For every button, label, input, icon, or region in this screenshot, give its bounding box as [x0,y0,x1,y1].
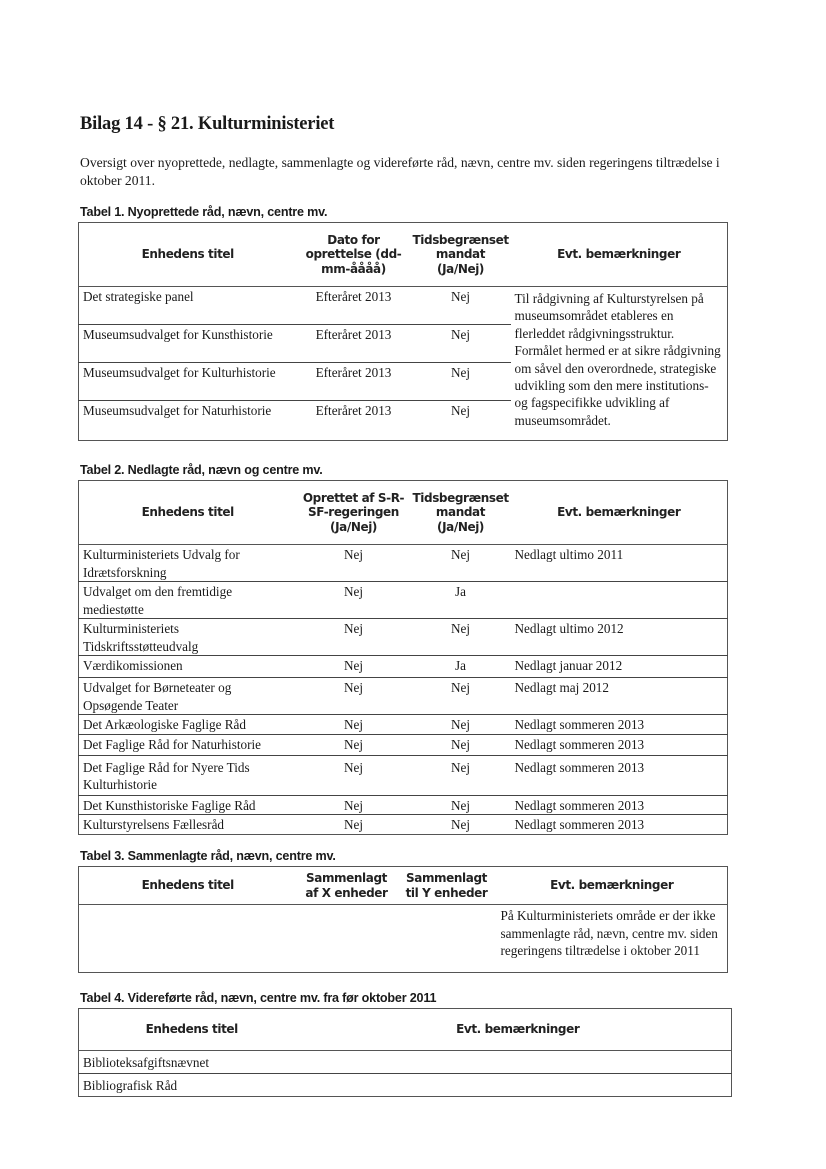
unit-title: Museumsudvalget for Kunsthistorie [79,325,297,363]
remark: Nedlagt ultimo 2011 [511,545,728,582]
column-header: Enhedens titel [79,223,297,287]
table-row [79,815,728,835]
unit-title: Kulturstyrelsens Fællesråd [83,817,225,832]
mandate-value: Nej [411,363,511,401]
table-row [79,287,728,325]
creation-date: Efteråret 2013 [297,363,411,401]
column-header: Sammenlagt til Y enheder [397,867,497,905]
intro-paragraph: Oversigt over nyoprettede, nedlagte, sammenlagte og videreførte råd, nævn, centre mv. siden regeringens tiltrædelse i oktober 2011. [80,155,720,188]
page-title: Bilag 14 - § 21. Kulturministeriet [80,114,335,134]
remark [305,1051,732,1074]
table-new-units [78,222,728,441]
shared-remark: Til rådgivning af Kulturstyrelsen på museumsområdet etableres en flerleddet rådgivningsstruktur. Formålet hermed er at sikre rådgivning om såvel den overordnede, strategiske udvikling som den mere institutions- og fagspecifikke udvikling af museumsområdet. [514,291,721,428]
table-row [79,734,728,755]
table-row [79,1051,732,1074]
table-row [79,1074,732,1097]
remark: På Kulturministeriets område er der ikke sammenlagte råd, nævn, centre mv. siden regeringens tiltrædelse i oktober 2011 [500,908,718,958]
table-row [79,656,728,678]
table-row [79,795,728,815]
mandate-value: Nej [411,795,511,815]
table-row [79,678,728,715]
column-header: Evt. bemærkninger [305,1009,732,1051]
mandate-value: Nej [411,715,511,735]
unit-title: Udvalget for Børneteater og Opsøgende Teater [79,678,297,715]
table1-caption: Tabel 1. Nyoprettede råd, nævn, centre mv. [80,205,328,219]
table-header-row [79,481,728,545]
created-by-government: Nej [297,715,411,735]
mandate-value: Nej [450,403,471,418]
column-header: Evt. bemærkninger [511,481,728,545]
unit-title: Det Faglige Råd for Naturhistorie [79,734,297,755]
unit-title: Værdikomissionen [79,656,297,678]
mandate-value: Nej [411,755,511,795]
unit-title [79,905,297,973]
table2-caption: Tabel 2. Nedlagte råd, nævn og centre mv. [80,463,323,477]
creation-date: Efteråret 2013 [315,403,392,418]
column-header: Evt. bemærkninger [511,223,728,287]
unit-title: Biblioteksafgiftsnævnet [79,1051,305,1074]
created-by-government: Nej [297,545,411,582]
table-header-row [79,1009,732,1051]
table3-caption: Tabel 3. Sammenlagte råd, nævn, centre mv. [80,849,336,863]
created-by-government: Nej [297,795,411,815]
column-header: Oprettet af S-R-SF-regeringen (Ja/Nej) [297,481,411,545]
unit-title: Bibliografisk Råd [83,1078,178,1093]
table-row [79,755,728,795]
mandate-value: Ja [411,582,511,619]
unit-title: Udvalget om den fremtidige mediestøtte [79,582,297,619]
mandate-value: Nej [450,817,471,832]
table4-caption: Tabel 4. Videreførte råd, nævn, centre mv. fra før oktober 2011 [80,991,437,1005]
column-header: Enhedens titel [79,1009,305,1051]
remark [305,1074,732,1097]
table-row [79,905,728,973]
table-continued-units [78,1008,732,1097]
remark: Nedlagt sommeren 2013 [511,755,728,795]
column-header: Evt. bemærkninger [497,867,728,905]
table-row [79,715,728,735]
mandate-value: Nej [411,287,511,325]
column-header: Tidsbegrænset mandat (Ja/Nej) [411,223,511,287]
created-by-government: Nej [297,619,411,656]
unit-title: Kulturministeriets Udvalg for Idrætsforskning [79,545,297,582]
unit-title: Museumsudvalget for Kulturhistorie [79,363,297,401]
table-row [79,545,728,582]
created-by-government: Nej [297,734,411,755]
remark: Nedlagt sommeren 2013 [511,715,728,735]
created-by-government: Nej [297,656,411,678]
remark: Nedlagt sommeren 2013 [511,795,728,815]
created-by-government: Nej [297,582,411,619]
column-header: Tidsbegrænset mandat (Ja/Nej) [411,481,511,545]
remark: Nedlagt maj 2012 [511,678,728,715]
unit-title: Det Arkæologiske Faglige Råd [79,715,297,735]
mandate-value: Nej [411,619,511,656]
mandate-value: Nej [411,325,511,363]
column-header: Enhedens titel [79,481,297,545]
column-header: Sammenlagt af X enheder [297,867,397,905]
remark: Nedlagt ultimo 2012 [511,619,728,656]
created-by-government: Nej [297,755,411,795]
creation-date: Efteråret 2013 [297,287,411,325]
mandate-value: Nej [411,734,511,755]
column-header: Enhedens titel [79,867,297,905]
table-header-row [79,223,728,287]
table-row [79,619,728,656]
unit-title: Kulturministeriets Tidskriftsstøtteudvalg [79,619,297,656]
created-by-government: Nej [343,817,364,832]
mandate-value: Ja [411,656,511,678]
unit-title: Det Faglige Råd for Nyere Tids Kulturhistorie [79,755,297,795]
remark: Nedlagt sommeren 2013 [514,817,645,832]
remark: Nedlagt sommeren 2013 [511,734,728,755]
unit-title: Det strategiske panel [79,287,297,325]
table-closed-units [78,480,728,835]
mandate-value: Nej [411,545,511,582]
remark: Nedlagt januar 2012 [511,656,728,678]
table-row [79,582,728,619]
table-merged-units [78,866,728,973]
remark [511,582,728,619]
creation-date: Efteråret 2013 [297,325,411,363]
table-header-row [79,867,728,905]
unit-title: Det Kunsthistoriske Faglige Råd [79,795,297,815]
merged-to [397,905,497,973]
unit-title: Museumsudvalget for Naturhistorie [83,403,272,418]
created-by-government: Nej [297,678,411,715]
merged-from [297,905,397,973]
mandate-value: Nej [411,678,511,715]
column-header: Dato for oprettelse (dd-mm-åååå) [297,223,411,287]
